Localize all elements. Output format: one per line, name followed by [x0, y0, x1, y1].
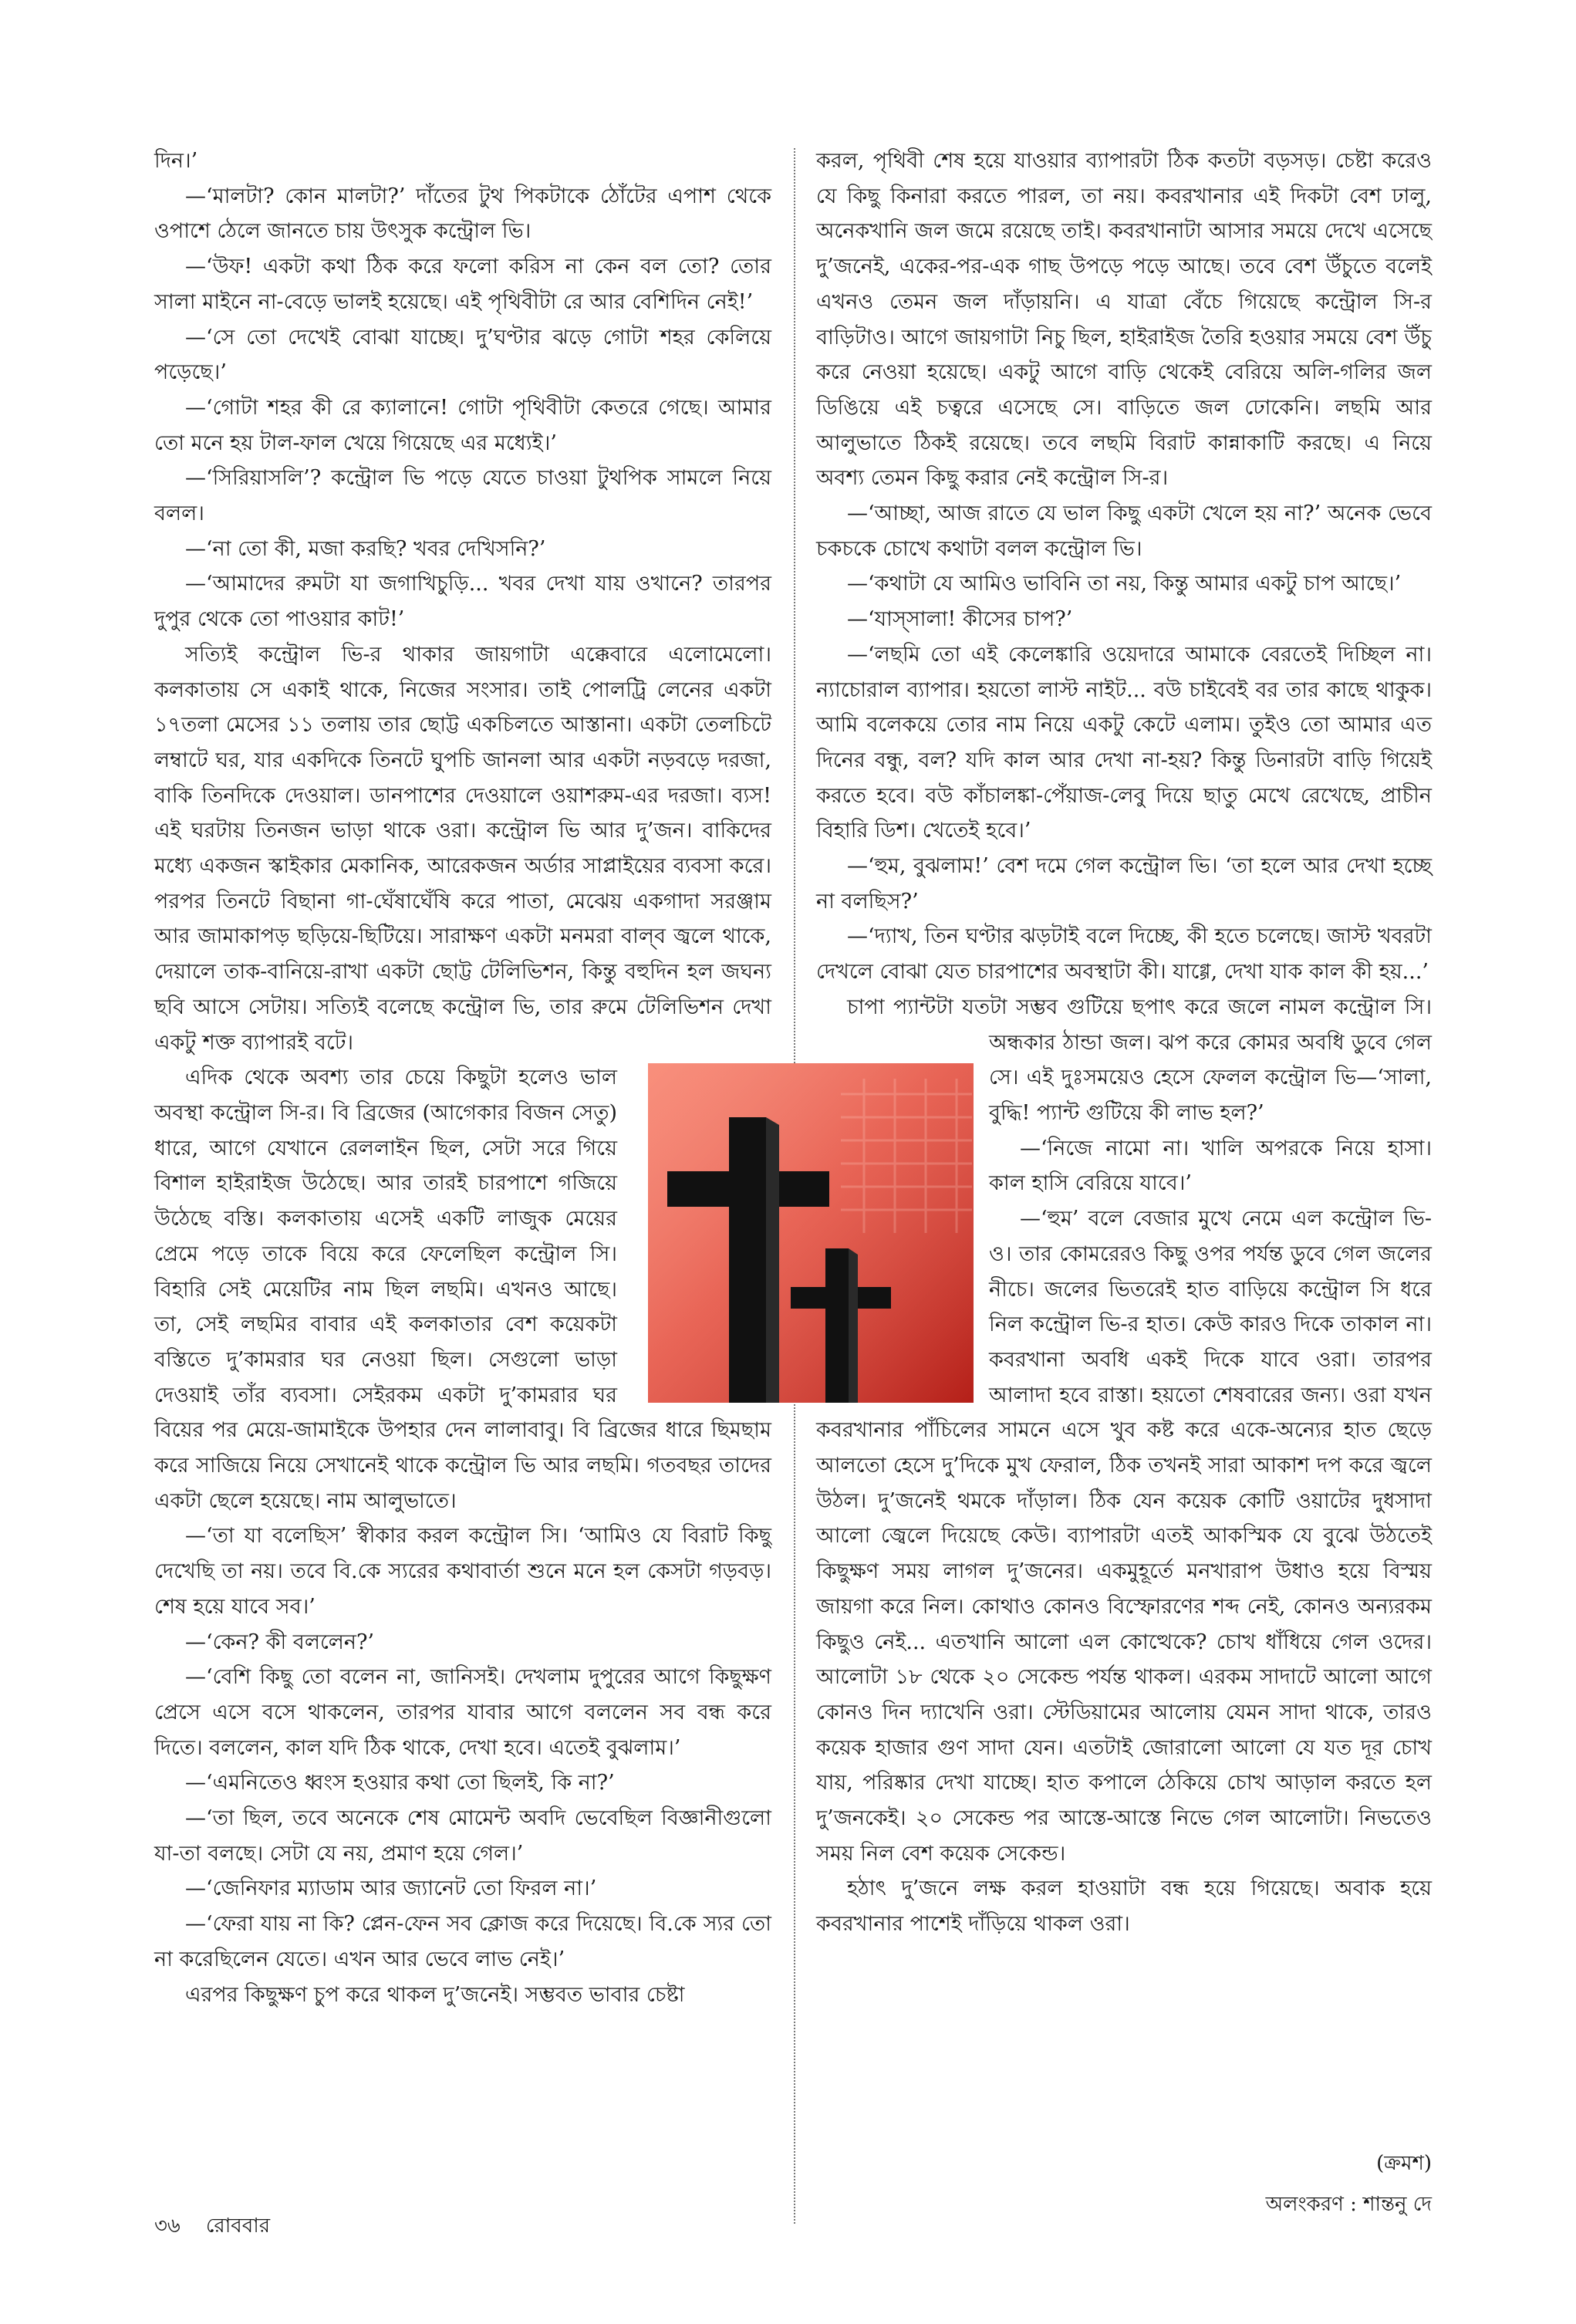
paragraph: —‘কেন? কী বললেন?’: [185, 1630, 375, 1654]
paragraph: —‘আচ্ছা, আজ রাতে যে ভাল কিছু একটা খেলে হয় না?’ অনেক ভেবে চকচকে চোখে কথাটা বলল কন্ট্রোল ভি।: [816, 502, 1432, 561]
paragraph: —‘হুম’ বলে বেজার মুখে নেমে এল কন্ট্রোল ভি-ও। তার কোমরেরও কিছু ওপর পর্যন্ত ডুবে গেল জলের নীচে। জলের ভিতরেই হাত বাড়িয়ে কন্ট্রোল সি ধরে নিল কন্ট্রোল ভি-র হাত। কেউ কারও দিকে তাকাল না। কবরখানা অবধি একই দিকে যাবে ওরা। তারপর আলাদা হবে রাস্তা। হয়তো শেষবারের জন্য। ওরা যখন কবরখানার পাঁচিলের সামনে এসে খুব কষ্ট করে একে-অন্যের হাত ছেড়ে আলতো হেসে দু’দিকে মুখ ফেরাল, ঠিক তখনই সারা আকাশ দপ করে জ্বলে উঠল। দু’জনেই থমকে দাঁড়াল। ঠিক যেন কয়েক কোটি ওয়াটের দুধসাদা আলো জ্বেলে দিয়েছে কেউ। ব্যাপারটা এতই আকস্মিক যে বুঝে উঠতেই কিছুক্ষণ সময় লাগল দু’জনের। একমুহূর্তে মনখারাপ উধাও হয়ে বিস্ময় জায়গা করে নিল। কোথাও কোনও বিস্ফোরণের শব্দ নেই, কোনও অন্যরকম কিছুও নেই... এতখানি আলো এল কোত্থেকে? চোখ ধাঁধিয়ে গেল ওদের। আলোটা ১৮ থেকে ২০ সেকেন্ড পর্যন্ত থাকল। এরকম সাদাটে আলো আগে কোনও দিন দ্যাখেনি ওরা। স্টেডিয়ামের আলোয় যেমন সাদা থাকে, তারও কয়েক হাজার গুণ সাদা যেন। এতটাই জোরালো আলো যে যত দূর চোখ যায়, পরিষ্কার দেখা যাচ্ছে। হাত কপালে ঠেকিয়ে চোখ আড়াল করতে হল দু’জনকেই। ২০ সেকেন্ড পর আস্তে-আস্তে নিভে গেল আলোটা। নিভতেও সময় নিল বেশ কয়েক সেকেন্ড।: [816, 1207, 1432, 1866]
continued-marker: (ক্রমশ): [1376, 2152, 1432, 2175]
paragraph: —‘যাস্‌সালা! কীসের চাপ?’: [847, 607, 1073, 632]
paragraph: চাপা প্যান্টটা যতটা সম্ভব গুটিয়ে ছপাৎ করে জলে নামল কন্ট্রোল সি। অন্ধকার ঠান্ডা জল। ঝপ করে কোমর অবধি ডুবে গেল সে। এই দুঃসময়েও হেসে ফেলল কন্ট্রোল ভি—‘সালা, বুদ্ধি! প্যান্ট গুটিয়ে কী লাভ হল?’: [847, 995, 1432, 1125]
paragraph: —‘লছমি তো এই কেলেঙ্কারি ওয়েদারে আমাকে বেরতেই দিচ্ছিল না। ন্যাচোরাল ব্যাপার। হয়তো লাস্ট নাইট... বউ চাইবেই বর তার কাছে থাকুক। আমি বলেকয়ে তোর নাম নিয়ে একটু কেটে এলাম। তুইও তো আমার এত দিনের বন্ধু, বল? যদি কাল আর দেখা না-হয়? কিন্তু ডিনারটা বাড়ি গিয়েই করতে হবে। বউ কাঁচালঙ্কা-পেঁয়াজ-লেবু দিয়ে ছাতু মেখে রেখেছে, প্রাচীন বিহারি ডিশ। খেতেই হবে।’: [816, 642, 1432, 843]
paragraph: —‘নিজে নামো না। খালি অপরকে নিয়ে হাসা। কাল হাসি বেরিয়ে যাবে।’: [989, 1136, 1432, 1196]
page-number: ৩৬: [154, 2214, 181, 2238]
paragraph: করল, পৃথিবী শেষ হয়ে যাওয়ার ব্যাপারটা ঠিক কতটা বড়সড়। চেষ্টা করেও যে কিছু কিনারা করতে পারল, তা নয়। কবরখানার এই দিকটা বেশ ঢালু, অনেকখানি জল জমে রয়েছে তাই। কবরখানাটা আসার সময়ে দেখে এসেছে দু’জনেই, একের-পর-এক গাছ উপড়ে পড়ে আছে। তবে বেশ উঁচুতে বলেই এখনও তেমন জল দাঁড়ায়নি। এ যাত্রা বেঁচে গিয়েছে কন্ট্রোল সি-র বাড়িটাও। আগে জায়গাটা নিচু ছিল, হাইরাইজ তৈরি হওয়ার সময়ে বেশ উঁচু করে নেওয়া হয়েছে। একটু আগে বাড়ি থেকেই বেরিয়ে অলি-গলির জল ডিঙিয়ে এই চত্বরে এসেছে সে। বাড়িতে জল ঢোকেনি। লছমি আর আলুভাতে ঠিকই রয়েছে। তবে লছমি বিরাট কান্নাকাটি করছে। এ নিয়ে অবশ্য তেমন কিছু করার নেই কন্ট্রোল সি-র।: [816, 149, 1432, 491]
paragraph: —‘ফেরা যায় না কি? প্লেন-ফেন সব ক্লোজ করে দিয়েছে। বি.কে স্যর তো না করেছিলেন যেতে। এখন আর ভেবে লাভ নেই।’: [154, 1912, 771, 1971]
paragraph: —‘তা যা বলেছিস’ স্বীকার করল কন্ট্রোল সি। ‘আমিও যে বিরাট কিছু দেখেছি তা নয়। তবে বি.কে স্যরের কথাবার্তা শুনে মনে হল কেসটা গড়বড়। শেষ হয়ে যাবে সব।’: [154, 1524, 771, 1619]
paragraph: —‘এমনিতেও ধ্বংস হওয়ার কথা তো ছিলই, কি না?’: [185, 1771, 615, 1795]
paragraph: সত্যিই কন্ট্রোল ভি-র থাকার জায়গাটা এক্কেবারে এলোমেলো। কলকাতায় সে একাই থাকে, নিজের সংসার। তাই পোলট্রি লেনের একটা ১৭তলা মেসের ১১ তলায় তার ছোট্ট একচিলতে আস্তানা। একটা তেলচিটে লম্বাটে ঘর, যার একদিকে তিনটে ঘুপচি জানলা আর একটা নড়বড়ে দরজা, বাকি তিনদিকে দেওয়াল। ডানপাশের দেওয়ালে ওয়াশরুম-এর দরজা। ব্যস! এই ঘরটায় তিনজন ভাড়া থাকে ওরা। কন্ট্রোল ভি আর দু’জন। বাকিদের মধ্যে একজন স্কাইকার মেকানিক, আরেকজন অর্ডার সাপ্লাইয়ের ব্যবসা করে। পরপর তিনটে বিছানা গা-ঘেঁষাঘেঁষি করে পাতা, মেঝেয় একগাদা সরঞ্জাম আর জামাকাপড় ছড়িয়ে-ছিটিয়ে। সারাক্ষণ একটা মনমরা বাল্‌ব জ্বলে থাকে, দেয়ালে তাক-বানিয়ে-রাখা একটা ছোট্ট টেলিভিশন, কিন্তু বহুদিন হল জঘন্য ছবি আসে সেটায়। সত্যিই বলেছে কন্ট্রোল ভি, তার রুমে টেলিভিশন দেখা একটু শক্ত ব্যাপারই বটে।: [154, 642, 771, 1055]
paragraph: —‘না তো কী, মজা করছি? খবর দেখিসনি?’: [185, 536, 546, 561]
page-footer: [154, 2210, 270, 2244]
right-column: [816, 144, 1432, 1942]
crosses-illustration: [648, 1063, 974, 1403]
paragraph: —‘তা ছিল, তবে অনেকে শেষ মোমেন্ট অবদি ভেবেছিল বিজ্ঞানীগুলো যা-তা বলছে। সেটা যে নয়, প্রমাণ হয়ে গেল।’: [154, 1806, 771, 1866]
paragraph: —‘দ্যাখ, তিন ঘণ্টার ঝড়টাই বলে দিচ্ছে, কী হতে চলেছে। জাস্ট খবরটা দেখলে বোঝা যেত চারপাশের অবস্থাটা কী। যাগ্গে, দেখা যাক কাল কী হয়...’: [816, 924, 1432, 985]
paragraph: —‘জেনিফার ম্যাডাম আর জ্যানেট তো ফিরল না।’: [185, 1876, 597, 1901]
publication-name: রোববার: [205, 2214, 271, 2238]
paragraph: দিন।’: [154, 149, 198, 173]
paragraph: —‘কথাটা যে আমিও ভাবিনি তা নয়, কিন্তু আমার একটু চাপ আছে।’: [847, 572, 1402, 596]
crosses-icon: [648, 1063, 974, 1403]
paragraph: —‘আমাদের রুমটা যা জগাখিচুড়ি... খবর দেখা যায় ওখানে? তারপর দুপুর থেকে তো পাওয়ার কাট!’: [154, 572, 771, 632]
paragraph: —‘সিরিয়াসলি’? কন্ট্রোল ভি পড়ে যেতে চাওয়া টুথপিক সামলে নিয়ে বলল।: [154, 466, 771, 526]
paragraph: —‘সে তো দেখেই বোঝা যাচ্ছে। দু’ঘণ্টার ঝড়ে গোটা শহর কেলিয়ে পড়েছে।’: [154, 325, 771, 385]
paragraph: এরপর কিছুক্ষণ চুপ করে থাকল দু’জনেই। সম্ভবত ভাবার চেষ্টা: [185, 1982, 685, 2007]
illustration-credit: অলংকরণ : শান্তনু দে: [1265, 2193, 1432, 2216]
paragraph: হঠাৎ দু’জনে লক্ষ করল হাওয়াটা বন্ধ হয়ে গিয়েছে। অবাক হয়ে কবরখানার পাশেই দাঁড়িয়ে থাকল ওরা।: [816, 1876, 1432, 1937]
paragraph: এদিক থেকে অবশ্য তার চেয়ে কিছুটা হলেও ভাল অবস্থা কন্ট্রোল সি-র। বি ব্রিজের (আগেকার বিজন সেতু) ধারে, আগে যেখানে রেললাইন ছিল, সেটা সরে গিয়ে বিশাল হাইরাইজ উঠেছে। আর তারই চারপাশে গজিয়ে উঠেছে বস্তি। কলকাতায় এসেই একটি লাজুক মেয়ের প্রেমে পড়ে তাকে বিয়ে করে ফেলেছিল কন্ট্রোল সি। বিহারি সেই মেয়েটির নাম ছিল লছমি। এখনও আছে। তা, সেই লছমির বাবার এই কলকাতার বেশ কয়েকটা বস্তিতে দু’কামরার ঘর নেওয়া ছিল। সেগুলো ভাড়া দেওয়াই তাঁর ব্যবসা। সেইরকম একটা দু’কামরার ঘর বিয়ের পর মেয়ে-জামাইকে উপহার দেন লালাবাবু। বি ব্রিজের ধারে ছিমছাম করে সাজিয়ে নিয়ে সেখানেই থাকে কন্ট্রোল ভি আর লছমি। গতবছর তাদের একটা ছেলে হয়েছে। নাম আলুভাতে।: [154, 1066, 771, 1513]
paragraph: —‘মালটা? কোন মালটা?’ দাঁতের টুথ পিকটাকে ঠোঁটের এপাশ থেকে ওপাশে ঠেলে জানতে চায় উৎসুক কন্ট্রোল ভি।: [154, 184, 771, 244]
paragraph: —‘বেশি কিছু তো বলেন না, জানিসই। দেখলাম দুপুরের আগে কিছুক্ষণ প্রেসে এসে বসে থাকলেন, তারপর যাবার আগে বললেন সব বন্ধ করে দিতে। বললেন, কাল যদি ঠিক থাকে, দেখা হবে। এতেই বুঝলাম।’: [154, 1665, 771, 1760]
paragraph: —‘গোটা শহর কী রে ক্যালানে! গোটা পৃথিবীটা কেতরে গেছে। আমার তো মনে হয় টাল-ফাল খেয়ে গিয়েছে এর মধ্যেই।’: [154, 395, 771, 455]
paragraph: —‘উফ! একটা কথা ঠিক করে ফলো করিস না কেন বল তো? তোর সালা মাইনে না-বেড়ে ভালই হয়েছে। এই পৃথিবীটা রে আর বেশিদিন নেই!’: [154, 255, 771, 314]
paragraph: —‘হুম, বুঝলাম!’ বেশ দমে গেল কন্ট্রোল ভি। ‘তা হলে আর দেখা হচ্ছে না বলছিস?’: [816, 854, 1432, 914]
